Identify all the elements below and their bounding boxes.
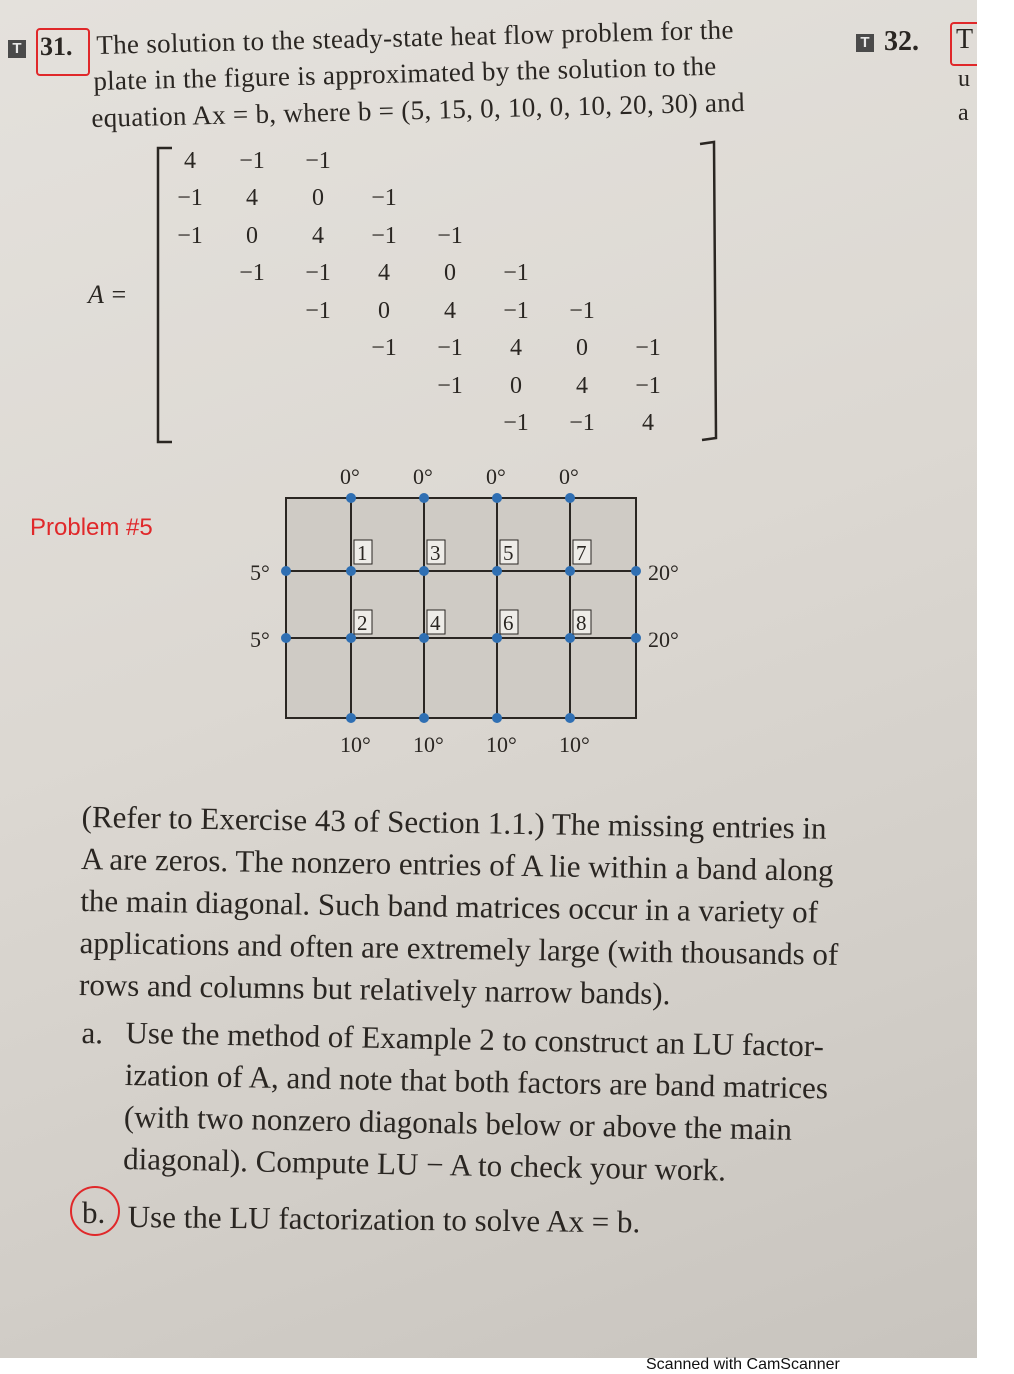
node-label-3: 3 [430,541,441,565]
node-label-1: 1 [357,541,368,565]
boundary-node-left-1 [281,566,291,576]
matrix-entry-r6-c6: 4 [510,335,522,362]
boundary-node-left-2 [281,633,291,643]
top-temp-1: 0° [340,464,360,489]
matrix-entry-r1-c2: −1 [239,148,265,174]
boundary-node-bottom-3 [492,713,502,723]
description-paragraph [79,796,841,1018]
boundary-node-bottom-1 [346,713,356,723]
matrix-entry-r5-c6: −1 [503,297,529,324]
matrix-entry-r7-c5: −1 [437,372,463,399]
exercise-number: 31. [40,32,73,61]
matrix-entry-r2-c3: 0 [312,185,324,212]
matrix-entry-r7-c6: 0 [510,372,522,399]
bottom-temp-4: 10° [559,732,590,757]
left-temp-2: 5° [250,627,270,652]
matrix-entry-r6-c7: 0 [576,335,588,362]
part-a-line-3: (with two nonzero diagonals below or above the main [123,1098,793,1147]
matrix-entry-r8-c6: −1 [503,410,529,436]
matrix-entry-r2-c4: −1 [371,185,397,212]
part-a-line-2: ization of A, and note that both factors are band matrices [124,1056,829,1106]
part-a [81,1012,103,1054]
boundary-node-top-3 [492,493,502,503]
matrix-entry-r7-c8: −1 [635,372,661,399]
matrix-entry-r5-c5: 4 [444,297,456,324]
matrix-entry-r4-c5: 0 [444,260,456,287]
bottom-temp-2: 10° [413,732,444,757]
matrix-entry-r5-c7: −1 [569,297,595,324]
t-badge: T [8,40,26,58]
matrix-entry-r4-c6: −1 [503,260,529,287]
paragraph-line-5: rows and columns but relatively narrow bands). [78,966,671,1012]
interior-node-7 [565,566,575,576]
top-temp-4: 0° [559,464,579,489]
boundary-node-top-2 [419,493,429,503]
problem-annotation: Problem #5 [30,514,153,541]
matrix-entry-r6-c4: −1 [371,335,397,362]
matrix-entry-r3-c4: −1 [371,222,397,249]
node-label-4: 4 [430,611,441,635]
matrix-entry-r3-c3: 4 [312,222,324,249]
next-exercise-badge-wrap [856,34,874,52]
exercise-header [8,40,26,58]
part-a-line-4: diagonal). Compute LU − A to check your work. [122,1140,727,1188]
node-label-6: 6 [503,611,514,635]
plate-outline [286,498,636,718]
top-temp-2: 0° [413,464,433,489]
interior-node-5 [492,566,502,576]
matrix-entry-r8-c8: 4 [642,410,654,436]
matrix-entry-r8-c7: −1 [569,410,595,436]
matrix-entry-r4-c3: −1 [305,260,331,287]
matrix-entry-r1-c1: 4 [184,148,196,174]
matrix-entry-r6-c5: −1 [437,335,463,362]
boundary-node-top-4 [565,493,575,503]
boundary-node-right-2 [631,633,641,643]
bottom-temp-1: 10° [340,732,371,757]
matrix-label: A = [88,280,128,309]
matrix-entry-r5-c4: 0 [378,297,390,324]
matrix-entry-r5-c3: −1 [305,297,331,324]
matrix-entry-r2-c1: −1 [177,185,203,212]
top-temp-3: 0° [486,464,506,489]
part-b-label: b. [82,1195,106,1230]
part-a-line-1: Use the method of Example 2 to construct an LU factor- [125,1014,825,1064]
bottom-temp-3: 10° [486,732,517,757]
matrix-entry-r2-c2: 4 [246,185,258,212]
matrix-entry-r1-c3: −1 [305,148,331,174]
next-exercise-fragment-2: u [958,66,970,92]
matrix-entry-r4-c4: 4 [378,260,390,287]
left-temp-1: 5° [250,560,270,585]
right-temp-2: 20° [648,627,679,652]
heat-plate-figure [240,460,700,760]
interior-node-3 [419,566,429,576]
t-badge-32: T [856,34,874,52]
boundary-node-right-1 [631,566,641,576]
right-temp-1: 20° [648,560,679,585]
part-a-text [123,1012,829,1193]
matrix-entry-r7-c7: 4 [576,372,588,399]
exercise-line-1: The solution to the steady-state heat flow problem for the [96,14,735,60]
node-label-8: 8 [576,611,587,635]
boundary-node-bottom-4 [565,713,575,723]
paragraph-line-2: A are zeros. The nonzero entries of A lie within a band along [80,840,834,888]
next-exercise-fragment-3: a [958,100,969,126]
node-label-2: 2 [357,611,368,635]
boundary-node-top-1 [346,493,356,503]
paragraph-line-4: applications and often are extremely large (with thousands of [79,924,839,972]
interior-node-1 [346,566,356,576]
exercise-line-2: plate in the figure is approximated by the solution to the [93,50,717,96]
next-exercise-fragment-1: T [956,24,974,55]
part-a-label: a. [81,1014,104,1051]
matrix-entry-r3-c2: 0 [246,222,258,249]
boundary-node-bottom-2 [419,713,429,723]
node-label-7: 7 [576,541,587,565]
part-b-text: Use the LU factorization to solve Ax = b. [127,1198,641,1240]
matrix-entry-r3-c5: −1 [437,222,463,249]
matrix-entry-r4-c2: −1 [239,260,265,287]
paragraph-line-3: the main diagonal. Such band matrices occur in a variety of [80,882,819,930]
matrix-entry-r3-c1: −1 [177,222,203,249]
node-label-5: 5 [503,541,514,565]
paragraph-line-1: (Refer to Exercise 43 of Section 1.1.) The missing entries in [81,798,827,846]
scanner-footer: Scanned with CamScanner [646,1356,840,1373]
exercise-line-3: equation Ax = b, where b = (5, 15, 0, 10, 0, 10, 20, 30) and [91,87,746,133]
matrix-entry-r6-c8: −1 [635,335,661,362]
next-exercise-number: 32. [884,26,919,57]
